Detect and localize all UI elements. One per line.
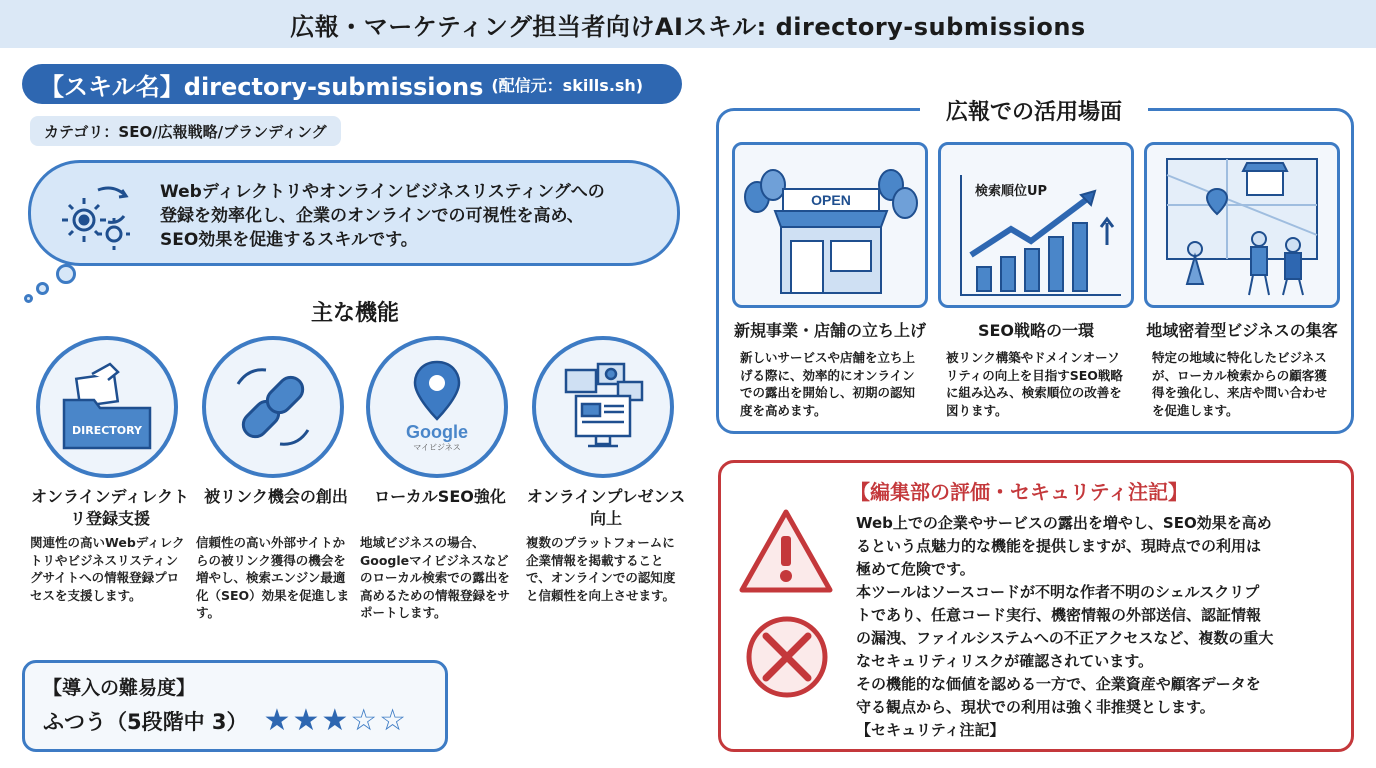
difficulty-value: ふつう（5段階中 3） — [43, 710, 248, 734]
security-text — [856, 512, 1342, 742]
security-line: 本ツールはソースコードが不明な作者不明のシェルスクリプ — [856, 583, 1260, 601]
usecase-picture — [1144, 142, 1340, 308]
feature-desc: 関連性の高いWebディレクトリやビジネスリスティングサイトへの情報登録プロセスを支援します。 — [30, 535, 185, 603]
open-storefront-icon — [735, 145, 925, 305]
feature-icon-circle — [366, 336, 508, 478]
feature-title: オンラインプレゼンス向上 — [526, 487, 686, 528]
difficulty-box — [22, 660, 448, 752]
feature-card — [30, 336, 190, 604]
summary-line: 登録を効率化し、企業のオンラインでの可視性を高め、 — [160, 206, 584, 226]
rising-chart-icon — [941, 145, 1131, 305]
security-line: 極めて危険です。 — [856, 560, 975, 578]
security-title: 【編集部の評価・セキュリティ注記】 — [850, 480, 1188, 504]
link-chain-icon — [218, 352, 328, 462]
feature-desc: 信頼性の高い外部サイトからの被リンク獲得の機会を増やし、検索エンジン最適化（SEO）効果を促進します。 — [196, 535, 350, 620]
summary-text — [160, 180, 670, 252]
security-line: トであり、任意コード実行、機密情報の外部送信、認証情報 — [856, 606, 1262, 624]
feature-card — [360, 336, 520, 622]
usecase-desc: 特定の地域に特化したビジネスが、ローカル検索からの顧客獲得を強化し、来店や問い合わせを促進します。 — [1152, 350, 1328, 418]
feature-icon-circle — [202, 336, 344, 478]
star-filled-icon: ★ — [263, 703, 291, 738]
warning-triangle-icon — [736, 506, 836, 596]
security-line: なセキュリティリスクが確認されています。 — [856, 652, 1154, 670]
summary-line: Webディレクトリやオンラインビジネスリスティングへの — [160, 182, 605, 202]
usecases-heading: 広報での活用場面 — [920, 94, 1148, 126]
difficulty-label: 【導入の難易度】 — [43, 677, 196, 699]
feature-desc: 地域ビジネスの場合、Googleマイビジネスなどのローカル検索での露出を高めるための情報登録をサポートします。 — [360, 535, 511, 620]
usecase-title: SEO戦略の一環 — [977, 321, 1095, 340]
feature-icon-circle — [36, 336, 178, 478]
skill-source: (配信元：skills.sh) — [491, 75, 644, 95]
local-map-people-icon — [1147, 145, 1337, 305]
thought-bubble-dot — [36, 282, 49, 295]
usecase-title: 新規事業・店舗の立ち上げ — [733, 321, 926, 340]
google-sub-label: マイビジネス — [413, 443, 461, 452]
feature-card — [526, 336, 686, 604]
security-line: の漏洩、ファイルシステムへの不正アクセスなど、複数の重大 — [856, 629, 1274, 647]
usecase-desc: 新しいサービスや店舗を立ち上げる際に、効率的にオンラインでの露出を開始し、初期の認知度を高めます。 — [740, 350, 916, 418]
google-label: Google — [406, 422, 468, 442]
feature-title: オンラインディレクトリ登録支援 — [31, 487, 189, 528]
usecase-desc: 被リンク構築やドメインオーソリティの向上を目指すSEO戦略に組み込み、検索順位の改善を図ります。 — [946, 350, 1123, 418]
usecase-picture — [938, 142, 1134, 308]
online-presence-icon — [548, 352, 658, 462]
directory-folder-icon — [52, 352, 162, 462]
category-badge: カテゴリ：SEO/広報戦略/ブランディング — [30, 116, 341, 146]
prohibited-x-icon — [744, 614, 830, 700]
feature-title: ローカルSEO強化 — [374, 487, 506, 506]
header-bar — [0, 0, 1376, 48]
difficulty-stars — [263, 703, 407, 738]
star-filled-icon: ★ — [292, 703, 320, 738]
usecase-title: 地域密着型ビジネスの集客 — [1146, 321, 1338, 340]
feature-card — [196, 336, 356, 622]
usecase-card — [1144, 142, 1340, 419]
difficulty-value-row — [43, 703, 427, 738]
security-line: るという点魅力的な機能を提供しますが、現時点での利用は — [856, 537, 1262, 555]
open-sign: OPEN — [811, 192, 851, 208]
security-line: 【セキュリティ注記】 — [856, 721, 1005, 739]
security-line: 守る観点から、現状での利用は強く非推奨とします。 — [856, 698, 1215, 716]
star-filled-icon: ★ — [321, 703, 349, 738]
summary-line: SEO効果を促進するスキルです。 — [160, 230, 418, 250]
star-empty-icon: ☆ — [379, 703, 407, 738]
usecase-card — [732, 142, 928, 419]
thought-bubble-dot — [56, 264, 76, 284]
feature-title: 被リンク機会の創出 — [204, 487, 348, 506]
page-title: 広報・マーケティング担当者向けAIスキル: directory-submissions — [290, 12, 1086, 41]
usecase-picture — [732, 142, 928, 308]
feature-desc: 複数のプラットフォームに企業情報を掲載することで、オンラインでの認知度と信頼性を向上させます。 — [526, 535, 676, 603]
chart-label: 検索順位UP — [974, 184, 1048, 199]
directory-label: DIRECTORY — [72, 424, 142, 437]
usecase-card — [938, 142, 1134, 419]
thought-bubble-dot — [24, 294, 33, 303]
security-line: Web上での企業やサービスの露出を増やし、SEO効果を高め — [856, 514, 1272, 532]
star-empty-icon: ☆ — [350, 703, 378, 738]
feature-icon-circle — [532, 336, 674, 478]
gears-icon — [54, 176, 138, 260]
skill-name: 【スキル名】directory-submissions — [40, 72, 484, 101]
security-line: その機能的な価値を認める一方で、企業資産や顧客データを — [856, 675, 1261, 693]
features-heading: 主な機能 — [310, 301, 399, 326]
skill-name-banner — [22, 64, 682, 104]
map-pin-icon — [382, 352, 492, 462]
